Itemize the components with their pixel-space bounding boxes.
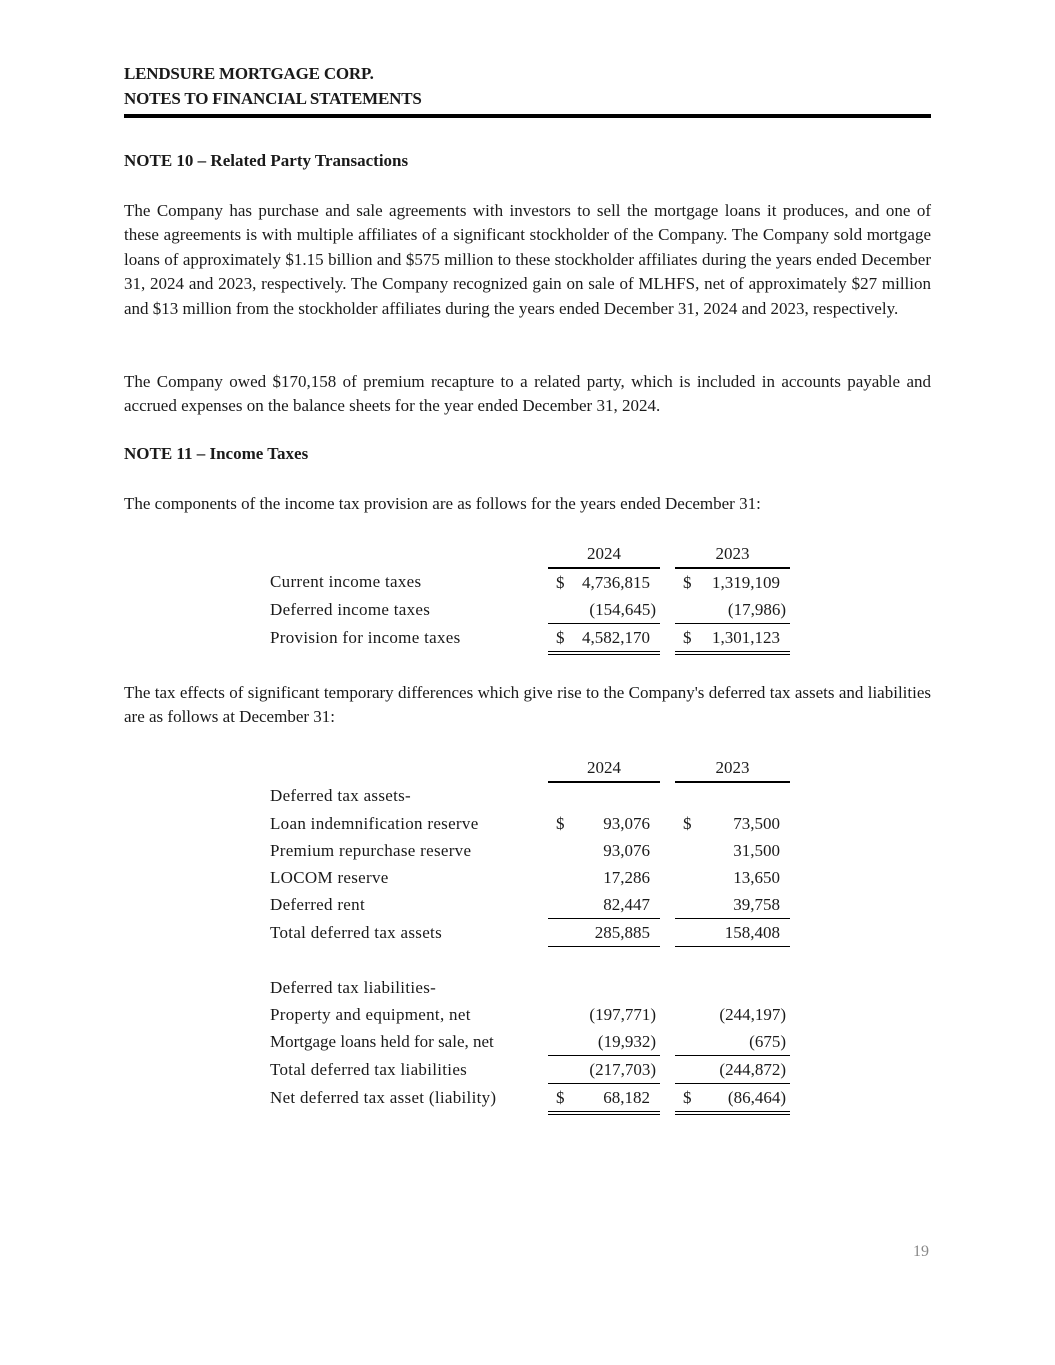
currency-symbol: $: [675, 1084, 703, 1114]
table-subtotal-row: [270, 1056, 790, 1084]
company-name: LENDSURE MORTGAGE CORP.: [124, 64, 374, 83]
value-2023: 31,500: [733, 840, 780, 860]
value-2024: 285,885: [576, 919, 660, 947]
row-label: Premium repurchase reserve: [270, 840, 472, 860]
note10-paragraph-2: The Company owed $170,158 of premium recapture to a related party, which is included in accounts payable and accrued expenses on the balance sheets for the year ended December 31, 2024.: [124, 372, 931, 416]
note11-heading: NOTE 11 – Income Taxes: [124, 444, 309, 463]
document-subtitle: NOTES TO FINANCIAL STATEMENTS: [124, 89, 422, 108]
column-header-2024: 2024: [548, 540, 660, 568]
note10-heading: NOTE 10 – Related Party Transactions: [124, 151, 409, 170]
section-heading-row: [270, 782, 790, 810]
table-total-row: [270, 624, 790, 654]
value-2023: 158,408: [703, 919, 790, 947]
currency-symbol: [548, 596, 576, 624]
currency-symbol: [675, 596, 703, 624]
value-2024: 4,736,815: [582, 572, 650, 592]
value-2024: 68,182: [576, 1084, 660, 1114]
row-label: Deferred income taxes: [270, 599, 431, 619]
liabilities-heading: Deferred tax liabilities-: [270, 977, 437, 997]
currency-symbol: $: [683, 813, 692, 833]
value-2024: 93,076: [603, 813, 650, 833]
row-label: Mortgage loans held for sale, net: [270, 1031, 494, 1051]
row-label: Deferred rent: [270, 894, 365, 914]
table-row: [270, 891, 790, 919]
spacer-row: [270, 947, 790, 975]
value-2023: 39,758: [703, 891, 790, 919]
table-row: [270, 1001, 790, 1028]
value-2023: (244,197): [719, 1004, 786, 1024]
value-2024: 93,076: [603, 840, 650, 860]
value-2024: 82,447: [576, 891, 660, 919]
table-total-row: [270, 1084, 790, 1114]
column-header-2023: 2023: [675, 754, 790, 782]
value-2023: (17,986): [703, 596, 790, 624]
value-2023: (86,464): [703, 1084, 790, 1114]
income-tax-provision-table: [270, 540, 790, 655]
value-2024: 17,286: [603, 867, 650, 887]
row-label: Loan indemnification reserve: [270, 813, 479, 833]
deferred-tax-table: [270, 754, 790, 1115]
table-header-row: [270, 540, 790, 568]
table-subtotal-row: [270, 919, 790, 947]
currency-symbol: $: [556, 813, 565, 833]
table-row: [270, 864, 790, 891]
table-row: [270, 568, 790, 596]
column-header-2023: 2023: [675, 540, 790, 568]
value-2023: (244,872): [703, 1056, 790, 1084]
currency-symbol: $: [548, 624, 576, 654]
assets-heading: Deferred tax assets-: [270, 786, 411, 805]
note11-intro-provision: The components of the income tax provision are as follows for the years ended December 31:: [124, 494, 761, 513]
header-rule: [124, 114, 931, 118]
row-label: Provision for income taxes: [270, 628, 461, 648]
section-heading-row: [270, 974, 790, 1001]
currency-symbol: $: [556, 572, 565, 592]
value-2024: (19,932): [576, 1028, 660, 1056]
value-2023: 73,500: [733, 813, 780, 833]
page-number: 19: [913, 1243, 929, 1260]
value-2023: (675): [703, 1028, 790, 1056]
table-row: [270, 596, 790, 624]
value-2024: (197,771): [589, 1004, 656, 1024]
table-row: [270, 1028, 790, 1056]
value-2024: (217,703): [576, 1056, 660, 1084]
row-label: Property and equipment, net: [270, 1004, 471, 1024]
value-2023: 13,650: [733, 867, 780, 887]
row-label: LOCOM reserve: [270, 867, 389, 887]
value-2024: (154,645): [576, 596, 660, 624]
column-header-2024: 2024: [548, 754, 660, 782]
currency-symbol: $: [675, 624, 703, 654]
note10-paragraph-1: The Company has purchase and sale agreements with investors to sell the mortgage loans it produces, and one of these agreements is with multiple affiliates of a significant stockholder of the Company. The Company sold mortgage loans of approximately $1.15 billion and $575 million to these stockholder affiliates during the years ended December 31, 2024 and 2023, respectively. The Company recognized gain on sale of MLHFS, net of approximately $27 million and $13 million from the stockholder affiliates during the years ended December 31, 2024 and 2023, respectively.: [124, 201, 931, 318]
row-label: Net deferred tax asset (liability): [270, 1088, 497, 1108]
table-header-row: [270, 754, 790, 782]
row-label: Current income taxes: [270, 572, 422, 591]
row-label: Total deferred tax assets: [270, 922, 442, 942]
value-2024: 4,582,170: [576, 624, 660, 654]
currency-symbol: $: [548, 1084, 576, 1114]
note11-intro-deferred: The tax effects of significant temporary differences which give rise to the Company's deferred tax assets and liabilities are as follows at December 31:: [124, 683, 931, 727]
row-label: Total deferred tax liabilities: [270, 1059, 468, 1079]
table-row: [270, 837, 790, 864]
value-2023: 1,301,123: [703, 624, 790, 654]
table-row: [270, 810, 790, 837]
currency-symbol: $: [683, 572, 692, 592]
value-2023: 1,319,109: [712, 572, 780, 592]
